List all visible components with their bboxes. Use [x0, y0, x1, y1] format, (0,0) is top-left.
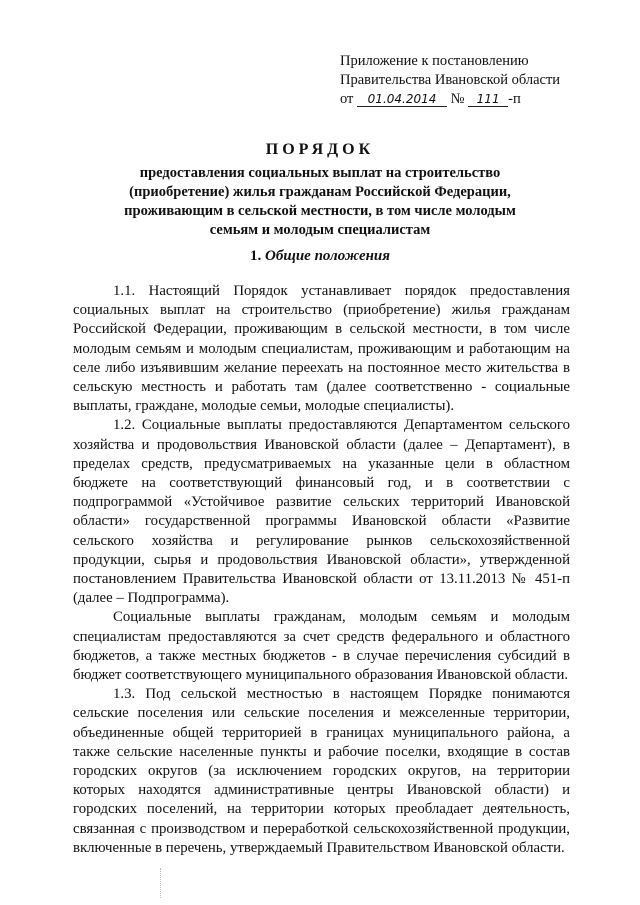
section-title: Общие положения [265, 248, 390, 264]
number-suffix: -п [508, 91, 521, 107]
document-title: ПОРЯДОК [265, 141, 375, 158]
paragraph-1-2-funding: Социальные выплаты гражданам, молодым семьям и молодым специалистам предоставляются за счет средств федерального и областного бюджетов, а также местных бюджетов - в случае перечисления субсидий в бюджет соответствующего муниципального образования Ивановской области. [73, 609, 570, 684]
handwritten-date: 01.04.2014 [357, 92, 447, 107]
handwritten-number: 111 [468, 92, 508, 107]
header-line-3 [340, 90, 580, 109]
scan-artifact [160, 868, 411, 898]
document-body [73, 282, 570, 858]
appendix-header [340, 52, 580, 109]
header-line-1: Приложение к постановлению [340, 53, 529, 69]
paragraph-1-2: 1.2. Социальные выплаты предоставляются Департаментом сельского хозяйства и продовольствия Ивановской области (далее – Департамент), в пределах средств, предусматриваемых на указанные цели в областном бюджете на соответствующий финансовый год, и в соответствии с подпрограммой «Устойчивое развитие сельских территорий Ивановской области» государственной программы Ивановской области «Развитие сельского хозяйства и регулирование рынков сельскохозяйственной продукции, сырья и продовольствия Ивановской области», утвержденной постановлением Правительства Ивановской области от 13.11.2013 № 451-п (далее – Подпрограмма). [73, 417, 570, 607]
from-label: от [340, 91, 354, 107]
number-label: № [450, 91, 465, 107]
header-line-2: Правительства Ивановской области [340, 72, 561, 88]
paragraph-1-1: 1.1. Настоящий Порядок устанавливает порядок предоставления социальных выплат на строительство (приобретение) жилья гражданам Российской Федерации, проживающим в сельской местности, в том числе молодым семьям и молодым специалистам, проживающим и работающим на селе либо изъявившим желание переехать на постоянное место жительства в сельскую местность и работать там (далее соответственно - социальные выплаты, граждане, молодые семьи, молодые специалисты). [73, 283, 570, 415]
paragraph-1-3: 1.3. Под сельской местностью в настоящем Порядке понимаются сельские поселения или сельские поселения и межселенные территории, объединенные общей территорией в границах муниципального района, а также сельские населенные пункты и рабочие поселки, входящие в состав городских округов (за исключением городских округов, на территории которых находятся административные центры Ивановской области) и городских поселений, на территории которых преобладает деятельность, связанная с производством и переработкой сельскохозяйственной продукции, включенные в перечень, утверждаемый Правительством Ивановской области. [73, 686, 570, 856]
section-number: 1. [250, 248, 262, 264]
document-subtitle: предоставления социальных выплат на строительство (приобретение) жилья гражданам Российской Федерации, проживающим в сельской местности, в том числе молодым семьям и молодым специалистам [124, 165, 516, 238]
section-heading [0, 248, 640, 265]
